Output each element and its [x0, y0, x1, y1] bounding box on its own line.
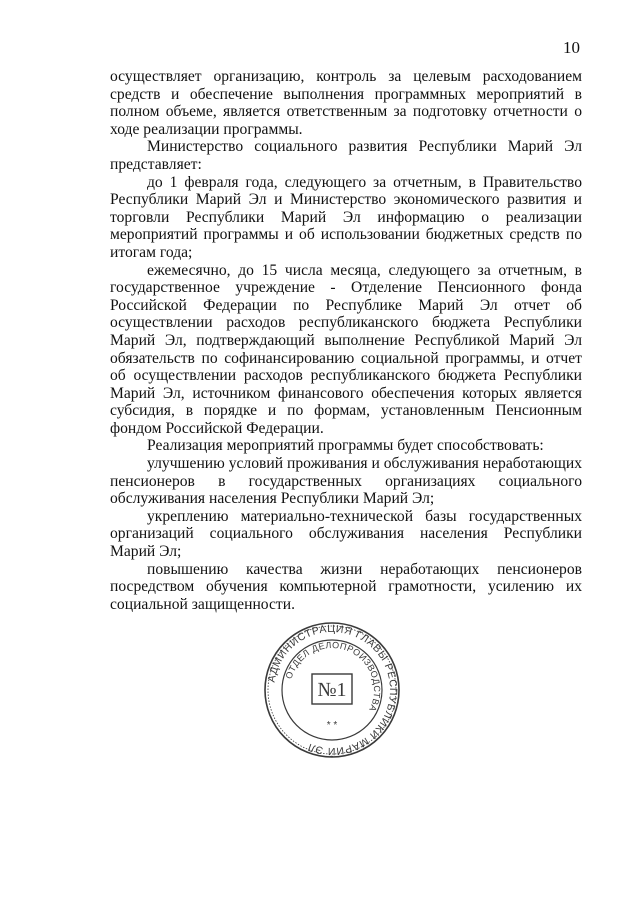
official-seal — [262, 620, 402, 760]
seal-stars: * * — [326, 720, 338, 731]
paragraph-1: осуществляет организацию, контроль за целевым расходованием средств и обеспечение выполнения программных мероприятий в полном объеме, является ответственным за подготовку отчетности о ходе реализации программы. — [110, 68, 582, 138]
seal-inner-text: ОТДЕЛ ДЕЛОПРОИЗВОДСТВА — [283, 639, 383, 714]
seal-graphic — [262, 620, 402, 760]
paragraph-8: повышению качества жизни неработающих пенсионеров посредством обучения компьютерной грамотности, усилению их социальной защищенности. — [110, 560, 582, 613]
paragraph-3: до 1 февраля года, следующего за отчетным, в Правительство Республики Марий Эл и Министерство экономического развития и торговли Республики Марий Эл информацию о реализации мероприятий программы и об использовании бюджетных средств по итогам года; — [110, 173, 582, 261]
paragraph-7: укреплению материально-технической базы государственных организаций социального обслуживания населения Республики Марий Эл; — [110, 507, 582, 561]
page-number: 10 — [563, 38, 580, 57]
seal-outer-text: АДМИНИСТРАЦИЯ ГЛАВЫ РЕСПУБЛИКИ МАРИЙ ЭЛ — [265, 622, 400, 758]
paragraph-5: Реализация мероприятий программы будет способствовать: — [147, 437, 544, 455]
paragraph-6: улучшению условий проживания и обслуживания неработающих пенсионеров в государственных организациях социального обслуживания населения Республики Марий Эл; — [110, 455, 582, 508]
paragraph-4: ежемесячно, до 15 числа месяца, следующего за отчетным, в государственное учреждение - Отделение Пенсионного фонда Российской Федерации по Республике Марий Эл отчет об осуществлении расходов республиканского бюджета Республики Марий Эл, подтверждающий выполнение Республикой Марий Эл обязательств по софинансированию социальной программы, и отчет об осуществлении расходов республиканского бюджета Республики Марий Эл, источником финансового обеспечения которых является субсидия, в порядке и по формам, установленным Пенсионным фондом Российской Федерации. — [110, 261, 582, 437]
document-body — [110, 68, 582, 613]
svg-text:ОТДЕЛ ДЕЛОПРОИЗВОДСТВА — [284, 640, 382, 714]
paragraph-2: Министерство социального развития Республики Марий Эл представляет: — [110, 138, 582, 173]
seal-center-number: №1 — [317, 679, 347, 701]
